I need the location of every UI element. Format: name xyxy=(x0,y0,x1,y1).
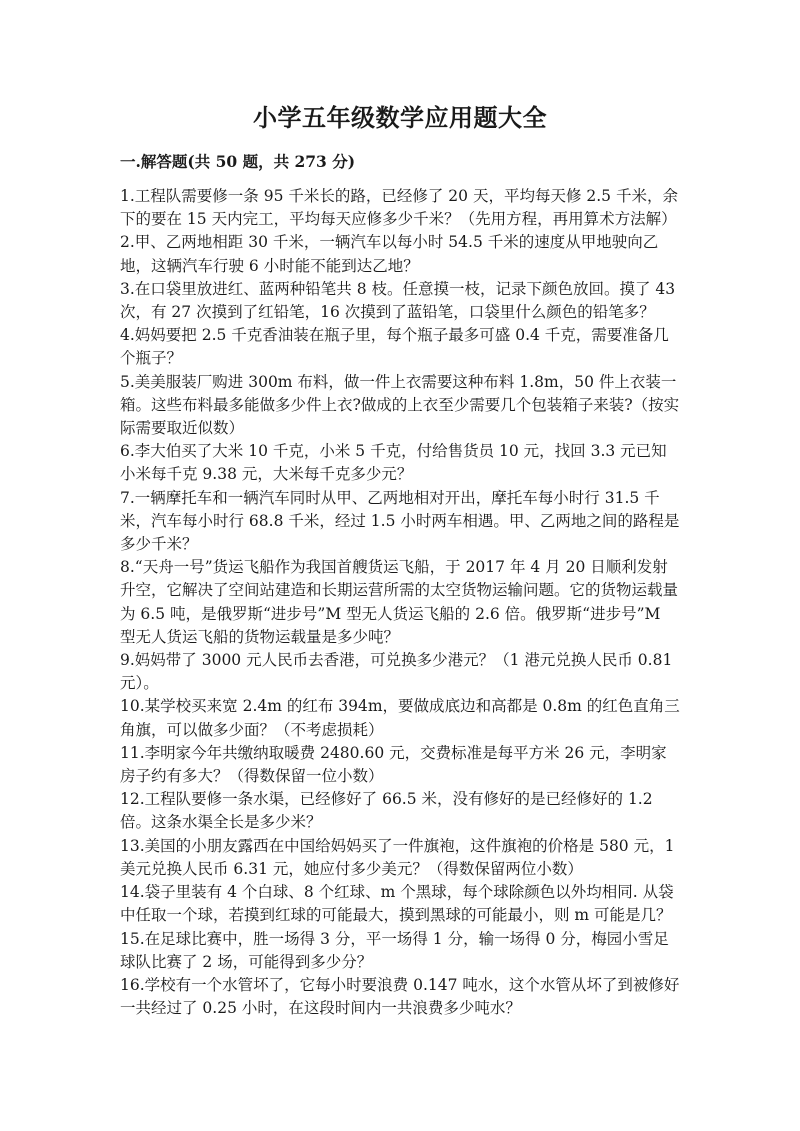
question-item: 15.在足球比赛中，胜一场得 3 分，平一场得 1 分，输一场得 0 分，梅园小雪足球队比赛了 2 场，可能得到多少分？ xyxy=(120,929,669,971)
question-list xyxy=(120,185,680,1020)
page-title: 小学五年级数学应用题大全 xyxy=(253,103,547,132)
question-item: 13.美国的小朋友露西在中国给妈妈买了一件旗袍，这件旗袍的价格是 580 元，1 美元兑换人民币 6.31 元，她应付多少美元？（得数保留两位小数） xyxy=(120,836,675,878)
question-item: 11.李明家今年共缴纳取暖费 2480.60 元，交费标准是每平方米 26 元，李明家房子约有多大？（得数保留一位小数） xyxy=(120,743,667,786)
question-item: 4.妈妈要把 2.5 千克香油装在瓶子里，每个瓶子最多可盛 0.4 千克，需要准备几个瓶子？ xyxy=(120,326,669,368)
question-item: 9.妈妈带了 3000 元人民币去香港，可兑换多少港元？（1 港元兑换人民币 0.81 元）。 xyxy=(120,651,673,693)
question-item: 8.“天舟一号”货运飞船作为我国首艘货运飞船，于 2017 年 4 月 20 日顺利发射升空，它解决了空间站建造和长期运营所需的太空货物运输问题。它的货物运载量为 6.5 吨，是俄罗斯“进步号”M 型无人货运飞船的 2.6 倍。俄罗斯“进步号”M 型无人货运飞船的货物运载量是多少吨？ xyxy=(120,558,679,646)
question-item: 12.工程队要修一条水渠，已经修好了 66.5 米，没有修好的是已经修好的 1.2 倍。这条水渠全长是多少米？ xyxy=(120,790,653,832)
question-item: 5.美美服装厂购进 300m 布料，做一件上衣需要这种布料 1.8m，50 件上衣装一箱。这些布料最多能做多少件上衣?做成的上衣至少需要几个包装箱子来装?（按实际需要取近似数） xyxy=(120,372,680,438)
question-item: 7.一辆摩托车和一辆汽车同时从甲、乙两地相对开出，摩托车每小时行 31.5 千米，汽车每小时行 68.8 千米，经过 1.5 小时两车相遇。甲、乙两地之间的路程是多少千米？ xyxy=(120,488,680,554)
question-item: 6.李大伯买了大米 10 千克，小米 5 千克，付给售货员 10 元，找回 3.3 元已知小米每千克 9.38 元，大米每千克多少元？ xyxy=(120,442,667,484)
question-item: 3.在口袋里放进红、蓝两种铅笔共 8 枝。任意摸一枝，记录下颜色放回。摸了 43 次，有 27 次摸到了红铅笔，16 次摸到了蓝铅笔，口袋里什么颜色的铅笔多？ xyxy=(120,279,676,322)
section-heading: 一.解答题(共 50 题，共 273 分) xyxy=(120,152,356,171)
question-item: 16.学校有一个水管坏了，它每小时要浪费 0.147 吨水，这个水管从坏了到被修好一共经过了 0.25 小时，在这段时间内一共浪费多少吨水？ xyxy=(120,975,680,1018)
question-item: 10.某学校买来宽 2.4m 的红布 394m，要做成底边和高都是 0.8m 的红色直角三角旗，可以做多少面？（不考虑损耗） xyxy=(120,697,680,739)
question-item: 1.工程队需要修一条 95 千米长的路，已经修了 20 天，平均每天修 2.5 千米，余下的要在 15 天内完工，平均每天应修多少千米？（先用方程，再用算术方法解） xyxy=(120,187,678,229)
question-item: 14.袋子里装有 4 个白球、8 个红球、m 个黑球，每个球除颜色以外均相同. 从袋中任取一个球，若摸到红球的可能最大，摸到黑球的可能最小，则 m 可能是几？ xyxy=(120,883,674,925)
question-item: 2.甲、乙两地相距 30 千米，一辆汽车以每小时 54.5 千米的速度从甲地驶向乙地，这辆汽车行驶 6 小时能不能到达乙地？ xyxy=(120,233,659,275)
